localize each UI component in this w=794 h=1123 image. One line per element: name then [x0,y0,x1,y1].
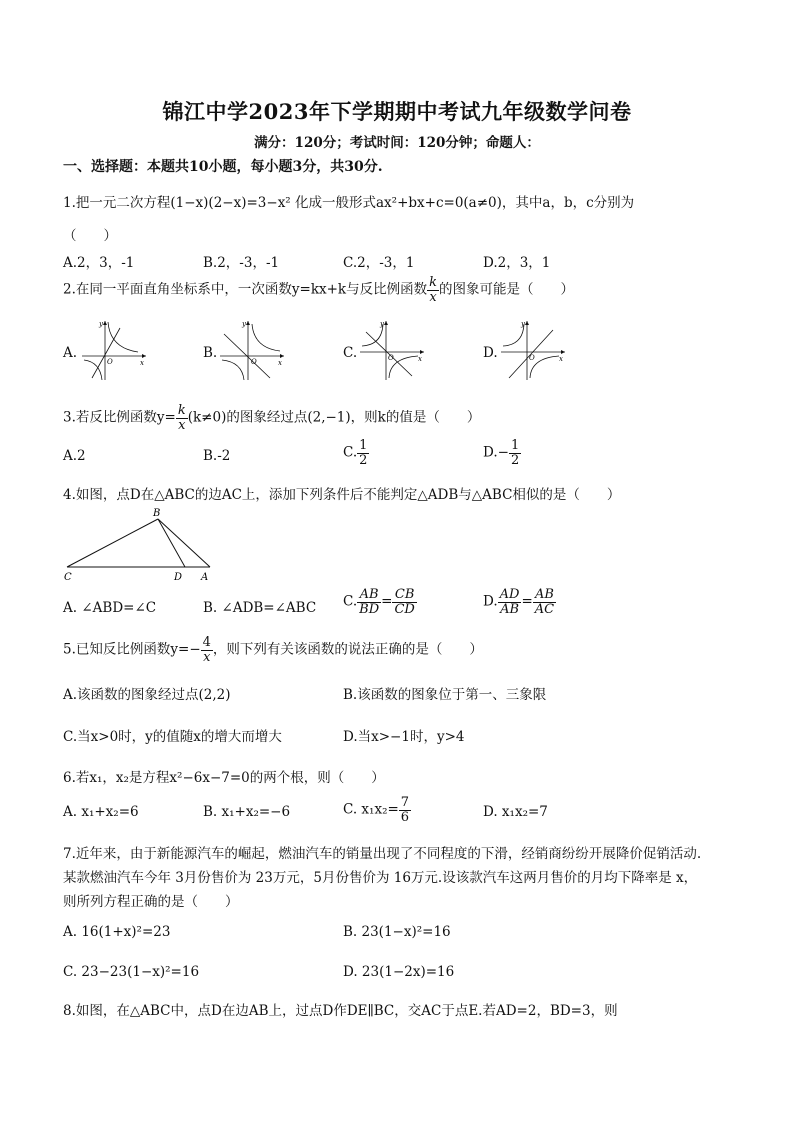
svg-text:x: x [278,359,282,367]
q4-option-b: B. ∠ADB=∠ABC [203,600,317,616]
svg-text:x: x [140,359,144,367]
svg-text:O: O [107,358,113,366]
q3-fraction [176,404,188,432]
svg-text:B: B [153,508,161,519]
q3-c-fraction: $\frac{1}{2}$ [359,438,368,468]
q4-option-d: D. $\frac{AD}{AB}$ = $\frac{AB}{AC}$ [483,587,555,617]
q6-option-d: D. x₁x₂=7 [483,804,548,820]
q5-option-a: A.该函数的图象经过点(2,2) [63,687,231,703]
q2-stem-pre: 2.在同一平面直角坐标系中，一次函数y=kx+k与反比例函数 [63,281,428,298]
svg-text:D: D [174,572,183,583]
svg-text:y: y [99,320,103,328]
svg-text:y: y [380,320,384,328]
q4-triangle-figure [60,505,220,585]
question-7-line-1: 7.近年来，由于新能源汽车的崛起，燃油汽车的销量出现了不同程度的下滑，经销商纷纷开展降价促销活动. [63,846,702,862]
q2-label-d: D. [483,345,498,361]
q2-graph-a [78,318,150,382]
q4-option-c: C. $\frac{AB}{BD}$ = $\frac{CB}{CD}$ [343,587,415,617]
q6-option-b: B. x₁+x₂=−6 [203,804,291,820]
q3-stem-post: (k≠0)的图象经过点(2,−1)，则k的值是（ ） [187,409,481,426]
q2-graph-b [216,318,288,382]
q4-option-a: A. ∠ABD=∠C [63,600,157,616]
q3-option-d: D.− $\frac{1}{2}$ [483,438,520,468]
question-7-line-3: 则所列方程正确的是（ ） [63,894,239,910]
question-7-line-2: 某款燃油汽车今年 3月份售价为 23万元，5月份售价为 16万元.设该款汽车这两月售价的月均下降率是 x， [63,870,698,886]
q1-option-a: A.2，3，-1 [63,255,135,271]
q2-frac-den: x [429,289,437,305]
q2-graph-d [497,318,569,382]
q2-frac-num: k [429,275,437,290]
question-2-stem [63,276,574,304]
svg-text:A: A [201,572,209,583]
q3-stem-pre: 3.若反比例函数y= [63,409,176,426]
q7-option-b: B. 23(1−x)²=16 [343,924,451,940]
q6-option-a: A. x₁+x₂=6 [63,804,139,820]
q1-option-c: C.2，-3，1 [343,255,415,271]
section-heading: 一、选择题：本题共10小题，每小题3分，共30分. [63,159,383,175]
q1-option-b: B.2，-3，-1 [203,255,280,271]
question-5-stem: 5.已知反比例函数y=− $\frac{4}{x}$ ，则下列有关该函数的说法正确的是（ ） [63,635,483,665]
q3-frac-num: k [177,403,186,418]
q3-option-a: A.2 [63,448,86,464]
q3-option-b: B.-2 [203,448,231,464]
q5-option-d: D.当x>−1时，y>4 [343,729,465,745]
svg-text:y: y [521,320,525,328]
svg-text:x: x [559,355,563,363]
q2-label-c: C. [343,345,358,361]
q7-option-a: A. 16(1+x)²=23 [63,924,171,940]
q5-fraction: $\frac{4}{x}$ [202,635,211,665]
q5-option-b: B.该函数的图象位于第一、三象限 [343,687,547,703]
svg-text:C: C [64,572,72,583]
q3-d-fraction: $\frac{1}{2}$ [510,438,520,468]
question-6-stem: 6.若x₁，x₂是方程x²−6x−7=0的两个根，则（ ） [63,770,385,786]
svg-text:O: O [388,354,394,362]
q2-graph-c [356,318,428,382]
question-4-stem: 4.如图，点D在△ABC的边AC上，添加下列条件后不能判定△ADB与△ABC相似的是（ ） [63,487,621,503]
q2-label-b: B. [203,345,218,361]
exam-info: 满分：120分；考试时间：120分钟；命题人： [254,135,540,151]
q2-fraction [427,276,439,304]
svg-text:y: y [242,320,246,328]
q1-option-d: D.2，3，1 [483,255,551,271]
q7-option-d: D. 23(1−2x)=16 [343,964,455,980]
q3-option-c: C. $\frac{1}{2}$ [343,438,368,468]
page-title: 锦江中学2023年下学期期中考试九年级数学问卷 [162,99,632,124]
q6-option-c: C. x₁x₂= $\frac{7}{6}$ [343,795,410,825]
svg-text:O: O [251,358,257,366]
question-8-stem: 8.如图，在△ABC中，点D在边AB上，过点D作DE∥BC，交AC于点E.若AD=2，BD=3，则 [63,1003,618,1019]
q7-option-c: C. 23−23(1−x)²=16 [63,964,200,980]
q2-label-a: A. [63,345,78,361]
q3-frac-den: x [178,417,186,433]
question-3-stem [63,404,480,432]
question-1-stem: 1.把一元二次方程(1−x)(2−x)=3−x² 化成一般形式ax²+bx+c=0(a≠0)，其中a，b，c分别为 [63,195,635,211]
question-1-blank: （ ） [63,228,117,244]
svg-text:O: O [529,354,535,362]
svg-text:x: x [418,355,422,363]
q2-stem-post: 的图象可能是（ ） [439,281,574,298]
q5-option-c: C.当x>0时，y的值随x的增大而增大 [63,729,282,745]
